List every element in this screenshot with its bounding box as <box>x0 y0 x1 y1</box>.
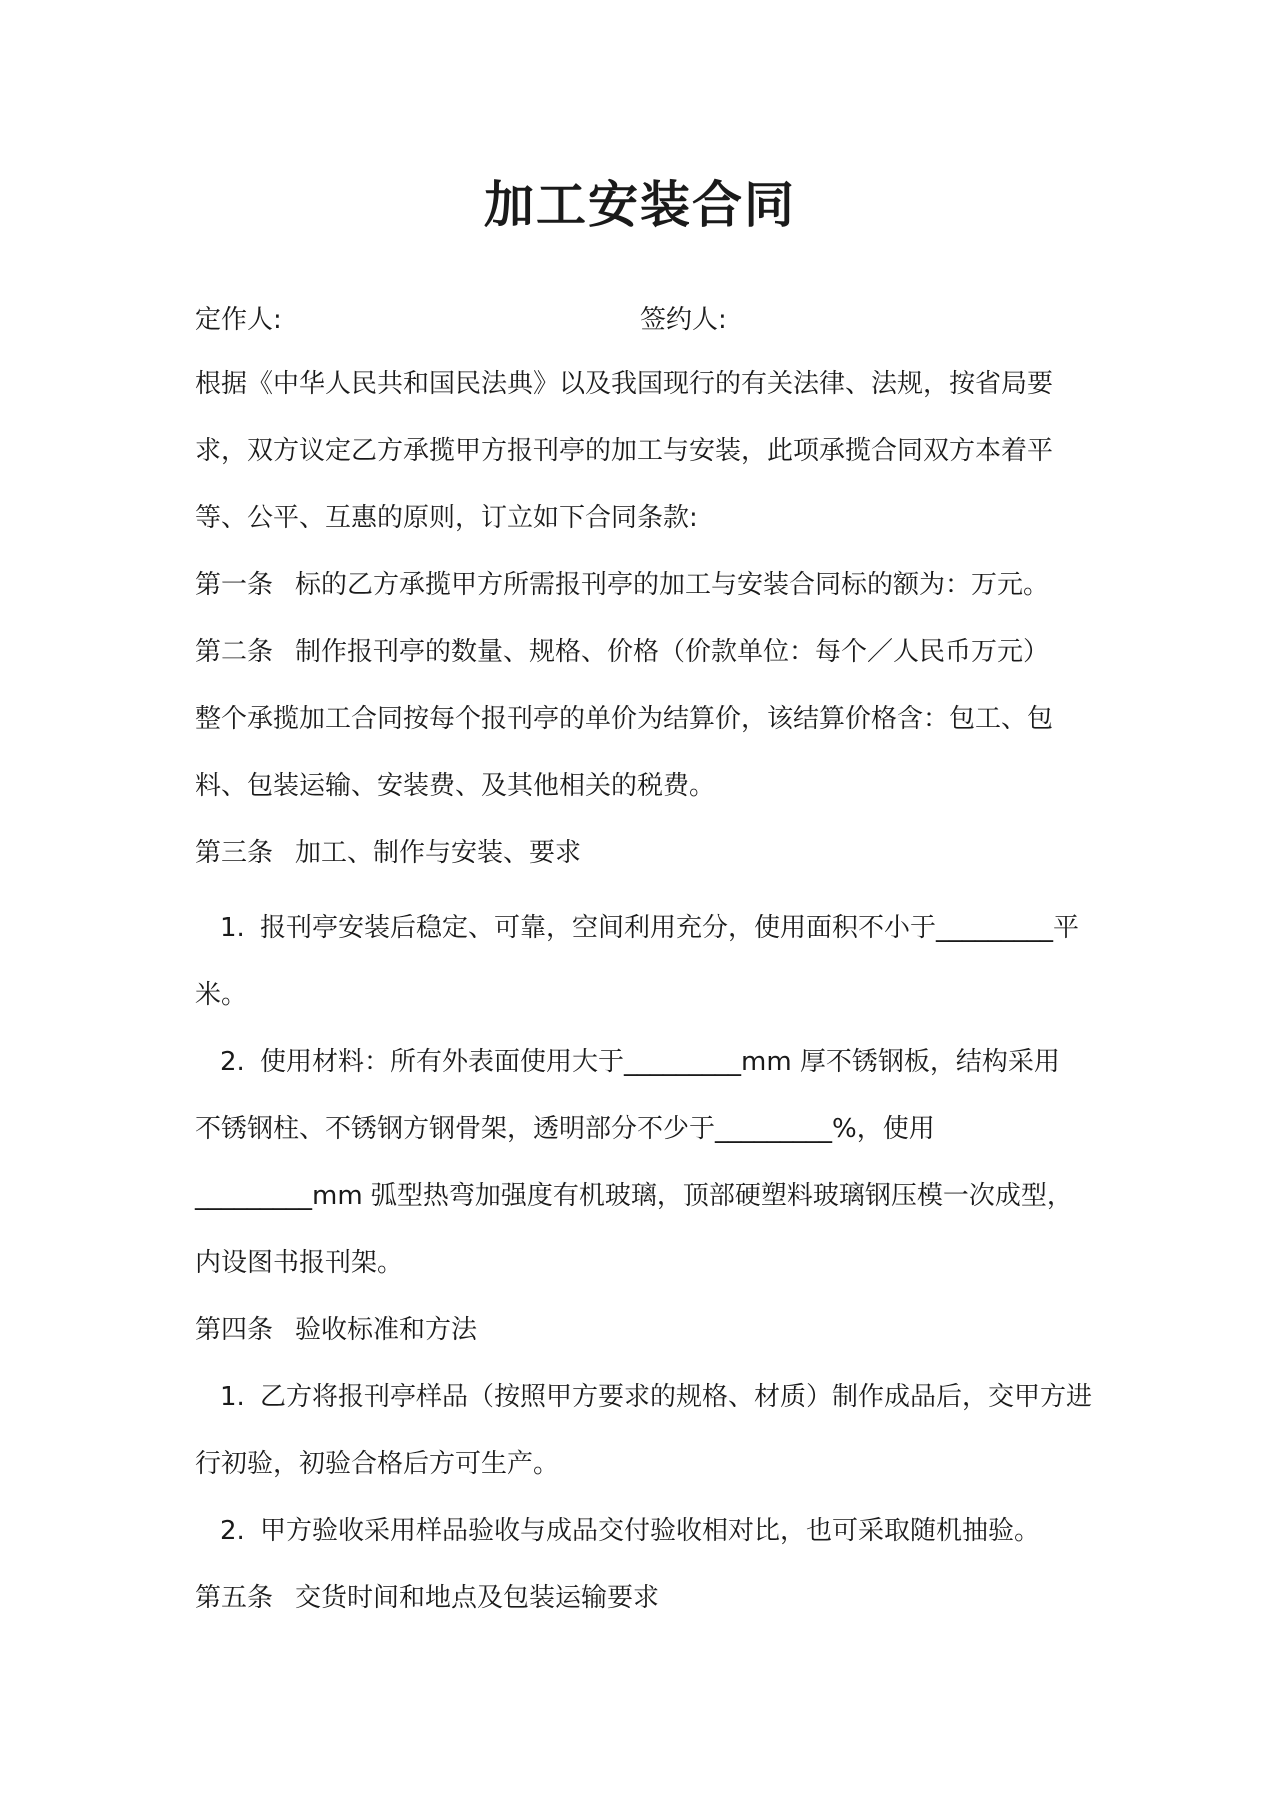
article-5 <box>195 1578 659 1618</box>
article-3 <box>195 833 581 873</box>
document-title: 加工安装合同 <box>484 175 796 234</box>
article-3-item-1-num: 1. <box>220 913 245 943</box>
article-1-heading: 第一条 <box>195 570 274 600</box>
article-1-text: 标的乙方承揽甲方所需报刊亭的加工与安装合同标的额为：万元。 <box>295 570 1050 600</box>
article-3-heading: 第三条 <box>195 838 274 868</box>
article-5-heading: 第五条 <box>195 1583 274 1613</box>
article-4-item-1-num: 1. <box>220 1382 245 1412</box>
article-3-item-2-cont-3: 内设图书报刊架。 <box>195 1248 404 1278</box>
article-4-heading: 第四条 <box>195 1315 274 1345</box>
preamble-line-2: 求，双方议定乙方承揽甲方报刊亭的加工与安装，此项承揽合同双方本着平 <box>195 436 1054 466</box>
article-3-item-1-cont-1: 米。 <box>195 980 248 1010</box>
article-5-text: 交货时间和地点及包装运输要求 <box>295 1583 660 1613</box>
article-3-item-2-num: 2. <box>220 1047 245 1077</box>
article-3-text: 加工、制作与安装、要求 <box>295 838 582 868</box>
article-2 <box>195 632 1049 672</box>
article-4-item-2 <box>220 1511 1040 1551</box>
article-4-item-2-num: 2. <box>220 1516 245 1546</box>
article-3-item-1 <box>220 908 1079 948</box>
article-3-item-2-cont-1: 不锈钢柱、不锈钢方钢骨架，透明部分不少于_________%，使用 <box>195 1114 935 1144</box>
article-3-item-1-first: 报刊亭安装后稳定、可靠，空间利用充分，使用面积不小于_________平 <box>260 913 1080 943</box>
article-3-item-2-first: 使用材料：所有外表面使用大于_________mm 厚不锈钢板，结构采用 <box>260 1047 1060 1077</box>
preamble-line-3: 等、公平、互惠的原则，订立如下合同条款: <box>195 503 698 533</box>
signer-label: 签约人: <box>640 305 727 335</box>
article-2-text: 制作报刊亭的数量、规格、价格（价款单位：每个／人民币万元） <box>295 637 1050 667</box>
article-3-item-2 <box>220 1042 1060 1082</box>
article-4-text: 验收标准和方法 <box>295 1315 478 1345</box>
article-4 <box>195 1310 477 1350</box>
preamble-line-1: 根据《中华人民共和国民法典》以及我国现行的有关法律、法规，按省局要 <box>195 369 1054 399</box>
article-4-item-1-first: 乙方将报刊亭样品（按照甲方要求的规格、材质）制作成品后，交甲方进 <box>260 1382 1093 1412</box>
article-4-item-1-cont-1: 行初验，初验合格后方可生产。 <box>195 1449 560 1479</box>
article-2-heading: 第二条 <box>195 637 274 667</box>
article-1 <box>195 565 1049 605</box>
article-3-item-2-cont-2: _________mm 弧型热弯加强度有机玻璃，顶部硬塑料玻璃钢压模一次成型， <box>195 1181 1073 1211</box>
article-2-body-line-2: 料、包装运输、安装费、及其他相关的税费。 <box>195 771 716 801</box>
article-4-item-2-first: 甲方验收采用样品验收与成品交付验收相对比，也可采取随机抽验。 <box>260 1516 1041 1546</box>
article-2-body-line-1: 整个承揽加工合同按每个报刊亭的单价为结算价，该结算价格含：包工、包 <box>195 704 1054 734</box>
article-4-item-1 <box>220 1377 1092 1417</box>
contractor-label: 定作人: <box>195 305 282 335</box>
